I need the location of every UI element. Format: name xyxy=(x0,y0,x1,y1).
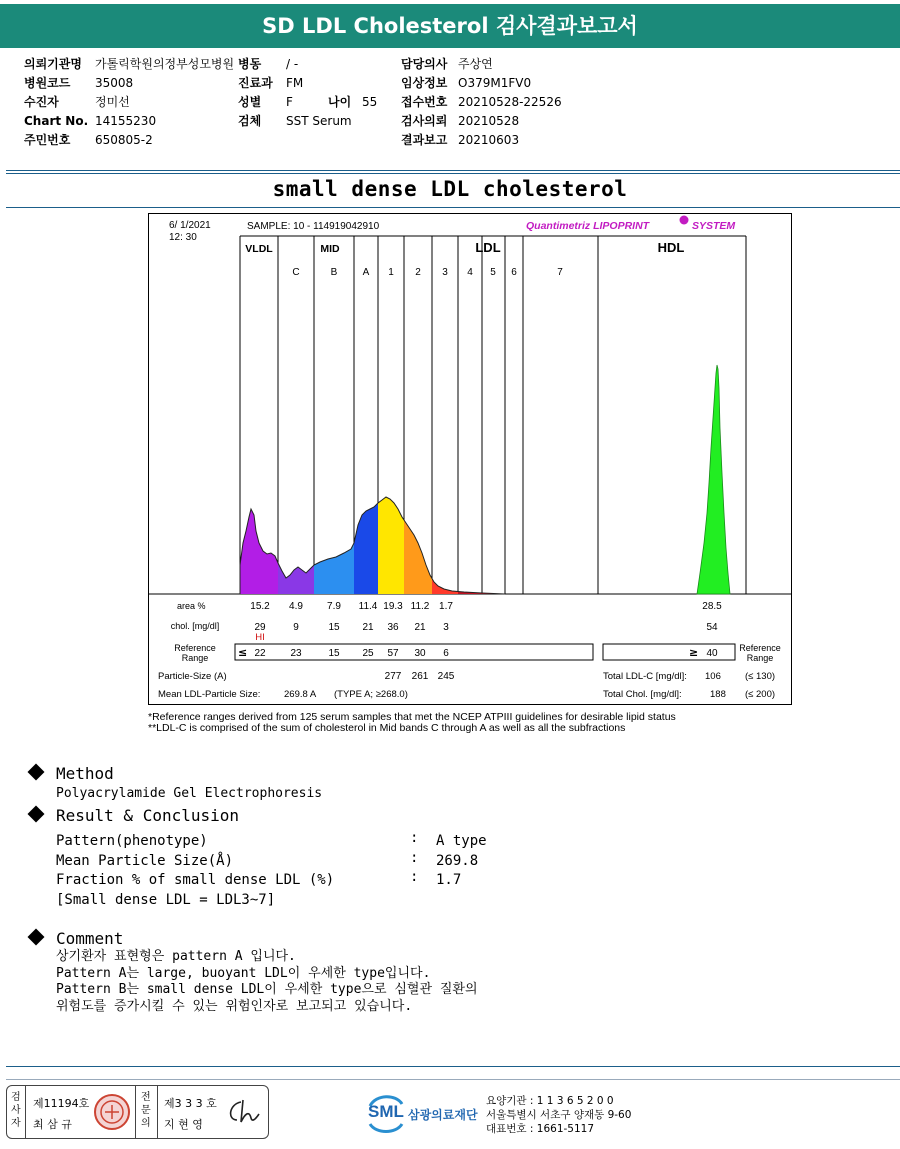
band-label: B xyxy=(330,267,338,278)
ref-right-1: Reference xyxy=(739,643,781,653)
specimen-label: 검체 xyxy=(238,114,262,128)
colon: : xyxy=(410,830,419,846)
info-label: Chart No. xyxy=(24,114,89,128)
row-label-ref-1: Reference xyxy=(174,643,216,653)
bullet-diamond-icon xyxy=(28,764,45,781)
ref-hdl-symbol: ≥ xyxy=(689,646,699,659)
org-name: 삼광의료재단 xyxy=(408,1108,478,1122)
info-value: 35008 xyxy=(95,76,134,90)
dept-label: 진료과 xyxy=(238,76,273,90)
lipoprint-svg xyxy=(148,213,792,705)
ref-3: 6 xyxy=(443,648,449,659)
colon: : xyxy=(410,869,419,885)
official-seal-icon xyxy=(93,1093,131,1131)
inspector-label-char: 검 xyxy=(11,1092,21,1103)
total-ldl-ref: (≤ 130) xyxy=(745,671,776,682)
info-label: 주민번호 xyxy=(24,133,71,147)
info-label: 검사의뢰 xyxy=(401,114,448,128)
divider xyxy=(6,173,900,174)
info-mid xyxy=(238,55,377,131)
specimen-value: SST Serum xyxy=(286,114,352,128)
info-value: 주상연 xyxy=(458,57,493,71)
info-value: 650805-2 xyxy=(95,133,153,147)
chart-system-suffix: SYSTEM xyxy=(692,220,736,232)
info-label: 의뢰기관명 xyxy=(24,57,82,71)
sex-label: 성별 xyxy=(238,95,262,109)
info-value: O379M1FV0 xyxy=(458,76,532,90)
inspector-number: 제11194호 xyxy=(33,1097,90,1110)
comment-line: Pattern B는 small dense LDL이 우세한 type으로 심혈관 질환의 xyxy=(56,982,478,997)
info-label: 접수번호 xyxy=(401,95,448,109)
chol-hdl: 54 xyxy=(706,622,718,633)
org-address xyxy=(486,1094,631,1136)
info-label: 임상정보 xyxy=(401,76,448,90)
area-b: 7.9 xyxy=(327,601,341,612)
band-label: 5 xyxy=(490,267,496,278)
row-label-ref-2: Range xyxy=(181,653,209,663)
row-label-mean: Mean LDL-Particle Size: xyxy=(158,689,261,700)
chart-frame xyxy=(149,214,792,705)
divider xyxy=(6,170,900,171)
comment-line: Pattern A는 large, buoyant LDL이 우세한 type입니다. xyxy=(56,965,431,981)
info-label: 수진자 xyxy=(24,95,59,109)
comment-lines xyxy=(56,949,478,1015)
band-group-label: VLDL xyxy=(245,243,273,255)
chol-3: 3 xyxy=(443,622,449,633)
system-mark-icon xyxy=(680,216,689,225)
area-a: 11.4 xyxy=(358,601,378,612)
specialist-label-char: 의 xyxy=(141,1118,151,1129)
mean-size-value: 269.8 A xyxy=(284,689,317,700)
result-values xyxy=(436,832,487,891)
area-3: 1.7 xyxy=(439,601,453,612)
info-left xyxy=(24,55,234,150)
method-heading-text: Method xyxy=(56,764,114,783)
band-group-label: LDL xyxy=(475,240,501,255)
specialist-number: 제3 3 3 호 xyxy=(164,1097,217,1110)
size-1: 277 xyxy=(384,671,402,682)
row-label-size: Particle-Size (A) xyxy=(158,671,227,682)
specialist-name: 지 현 영 xyxy=(164,1118,203,1131)
sex-value: F xyxy=(286,95,293,109)
ward-label: 병동 xyxy=(238,57,262,71)
info-value: 가톨릭학원의정부성모병원 xyxy=(95,57,235,71)
row-label-area: area % xyxy=(177,601,206,611)
inspector-name: 최 삼 규 xyxy=(33,1118,72,1131)
info-value: 20210603 xyxy=(458,133,520,147)
result-colons xyxy=(410,829,418,888)
colon: : xyxy=(410,849,419,866)
comment-heading xyxy=(30,929,123,948)
divider xyxy=(6,1079,900,1080)
footnote-1: *Reference ranges derived from 125 serum samples that met the NCEP ATPIII guidelines for desirable lipid status xyxy=(148,711,676,723)
ref-right-2: Range xyxy=(746,653,774,663)
dept-value: FM xyxy=(286,76,304,90)
band-label: 1 xyxy=(388,267,394,278)
inspector-label xyxy=(11,1091,23,1130)
chol-vldl: 29 xyxy=(254,622,266,633)
area-hdl: 28.5 xyxy=(702,601,722,612)
ref-2: 30 xyxy=(414,648,426,659)
row-label-chol: chol. [mg/dl] xyxy=(170,621,220,631)
footnote-2: **LDL-C is comprised of the sum of cholesterol in Mid bands C through A as well as all the subfractions xyxy=(148,722,626,734)
chol-a: 21 xyxy=(362,622,374,633)
address-line: 대표번호 : 1661-5117 xyxy=(486,1123,595,1135)
area-2: 11.2 xyxy=(410,601,430,612)
chol-flag: HI xyxy=(255,632,265,643)
band-label: C xyxy=(292,267,300,278)
address-line: 서울특별시 서초구 양재동 9-60 xyxy=(486,1109,632,1121)
area-vldl: 15.2 xyxy=(250,601,270,612)
signature-box xyxy=(6,1085,269,1139)
info-value: 20210528 xyxy=(458,114,520,128)
sml-logo-text: SML xyxy=(368,1102,404,1121)
total-chol-ref: (≤ 200) xyxy=(745,689,776,700)
result-label: Pattern(phenotype) xyxy=(56,833,208,849)
divider xyxy=(6,207,900,208)
address-line: 요양기관 : 1 1 3 6 5 2 0 0 xyxy=(486,1095,614,1107)
band-label: A xyxy=(362,267,370,278)
ref-hdl: 40 xyxy=(706,648,718,659)
specialist-label-char: 문 xyxy=(141,1105,151,1116)
info-value: 정미선 xyxy=(95,95,130,109)
ref-1: 57 xyxy=(387,648,399,659)
size-3: 245 xyxy=(437,671,455,682)
info-label: 병원코드 xyxy=(24,76,71,90)
result-label: Mean Particle Size(Å) xyxy=(56,852,234,869)
band-group-label: HDL xyxy=(657,240,685,255)
signature-icon xyxy=(223,1096,267,1128)
method-text: Polyacrylamide Gel Electrophoresis xyxy=(56,786,323,801)
band-label: 3 xyxy=(442,267,448,278)
ref-vldl-symbol: ≤ xyxy=(238,646,248,659)
band-label: 7 xyxy=(557,267,563,278)
ref-vldl: 22 xyxy=(254,648,266,659)
result-note: [Small dense LDL = LDL3~7] xyxy=(56,891,276,908)
area-c: 4.9 xyxy=(289,601,303,612)
total-ldl-value: 106 xyxy=(705,671,721,682)
inspector-label-char: 사 xyxy=(11,1105,21,1116)
report-title: SD LDL Cholesterol 검사결과보고서 xyxy=(0,4,900,48)
size-2: 261 xyxy=(411,671,429,682)
inspector-label-char: 자 xyxy=(11,1118,21,1129)
chol-1: 36 xyxy=(387,622,399,633)
chart-sample: SAMPLE: 10 - 114919042910 xyxy=(247,221,380,232)
total-chol-label: Total Chol. [mg/dl]: xyxy=(603,689,682,700)
info-value: 20210528-22526 xyxy=(458,95,562,109)
info-value: 14155230 xyxy=(95,114,157,128)
age-value: 55 xyxy=(362,95,378,109)
age-label: 나이 xyxy=(328,95,352,109)
chol-b: 15 xyxy=(328,622,340,633)
result-labels xyxy=(56,832,334,910)
band-group-label: MID xyxy=(320,243,340,255)
info-label: 결과보고 xyxy=(401,133,448,147)
result-label: Fraction % of small dense LDL (%) xyxy=(56,872,335,888)
ref-c: 23 xyxy=(290,648,302,659)
total-chol-value: 188 xyxy=(710,689,726,700)
bullet-diamond-icon xyxy=(28,806,45,823)
method-heading xyxy=(30,764,114,783)
bullet-diamond-icon xyxy=(28,929,45,946)
ref-b: 15 xyxy=(328,648,340,659)
lipoprint-chart xyxy=(148,213,792,705)
comment-heading-text: Comment xyxy=(56,929,124,948)
chart-date: 6/ 1/2021 xyxy=(169,220,211,231)
specialist-label xyxy=(141,1091,153,1130)
chol-2: 21 xyxy=(414,622,426,633)
graph-title: small dense LDL cholesterol xyxy=(272,177,628,201)
area-1: 19.3 xyxy=(383,601,403,612)
comment-line: 상기환자 표현형은 pattern A 입니다. xyxy=(56,949,296,964)
info-right xyxy=(401,55,562,150)
chart-system-name: Quantimetriz LIPOPRINT xyxy=(526,220,650,232)
band-label: 4 xyxy=(467,267,473,278)
ref-a: 25 xyxy=(362,648,374,659)
comment-line: 위험도를 증가시킬 수 있는 위험인자로 보고되고 있습니다. xyxy=(56,998,413,1014)
sml-logo xyxy=(366,1092,484,1140)
mean-size-type: (TYPE A; ≥268.0) xyxy=(334,689,408,700)
chol-c: 9 xyxy=(293,622,299,633)
total-ldl-label: Total LDL-C [mg/dl]: xyxy=(603,671,687,682)
info-label: 담당의사 xyxy=(401,57,448,71)
ward-value: / - xyxy=(286,57,299,71)
result-value: 1.7 xyxy=(436,872,462,888)
band-label: 6 xyxy=(511,267,517,278)
chart-time: 12: 30 xyxy=(169,232,197,243)
divider xyxy=(6,1066,900,1067)
result-value: A type xyxy=(436,833,487,849)
result-heading xyxy=(30,806,239,825)
result-value: 269.8 xyxy=(436,852,479,869)
specialist-label-char: 전 xyxy=(141,1092,151,1103)
band-label: 2 xyxy=(415,267,421,278)
result-heading-text: Result & Conclusion xyxy=(56,806,240,825)
